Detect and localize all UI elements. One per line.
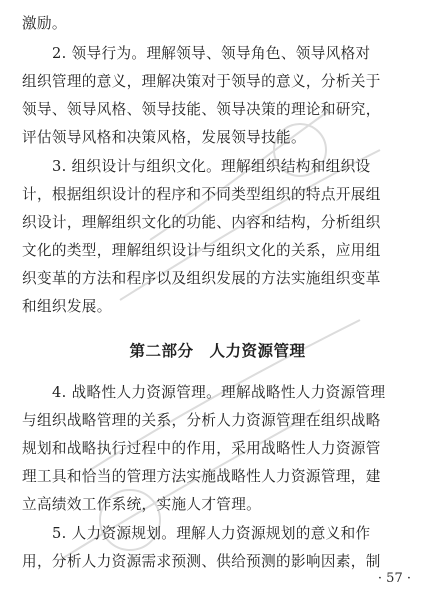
text-line: 组织管理的意义，理解决策对于领导的意义，分析关于 [22, 73, 381, 90]
text-line: 织变革的方法和程序以及组织发展的方法实施组织变革 [22, 270, 381, 287]
text-line: 评估领导风格和决策风格，发展领导技能。 [22, 129, 306, 146]
text-line: 2. 领导行为。理解领导、领导角色、领导风格对 [52, 45, 371, 62]
section-heading: 第二部分 人力资源管理 [129, 342, 306, 360]
text-line: 领导、领导风格、领导技能、领导决策的理论和研究， [22, 101, 381, 118]
text-line: 用，分析人力资源需求预测、供给预测的影响因素，制 [22, 553, 381, 570]
text-line: 激励。 [22, 15, 67, 32]
text-line: 理工具和恰当的管理方法实施战略性人力资源管理，建 [22, 468, 381, 485]
text-line: 4. 战略性人力资源管理。理解战略性人力资源管理 [52, 384, 386, 401]
text-line: 文化的类型，理解组织设计与组织文化的关系，应用组 [22, 242, 381, 259]
text-line: 计，根据组织设计的程序和不同类型组织的特点开展组 [22, 186, 381, 203]
page-number: · 57 · [377, 571, 411, 586]
text-line: 和组织发展。 [22, 298, 112, 315]
text-line: 立高绩效工作系统，实施人才管理。 [22, 496, 262, 513]
text-line: 织设计，理解组织文化的功能、内容和结构，分析组织 [22, 214, 381, 231]
text-line: 规划和战略执行过程中的作用，采用战略性人力资源管 [22, 440, 381, 457]
text-line: 与组织战略管理的关系，分析人力资源管理在组织战略 [22, 412, 381, 429]
text-line: 3. 组织设计与组织文化。理解组织结构和组织设 [52, 158, 371, 175]
text-line: 5. 人力资源规划。理解人力资源规划的意义和作 [52, 525, 371, 542]
